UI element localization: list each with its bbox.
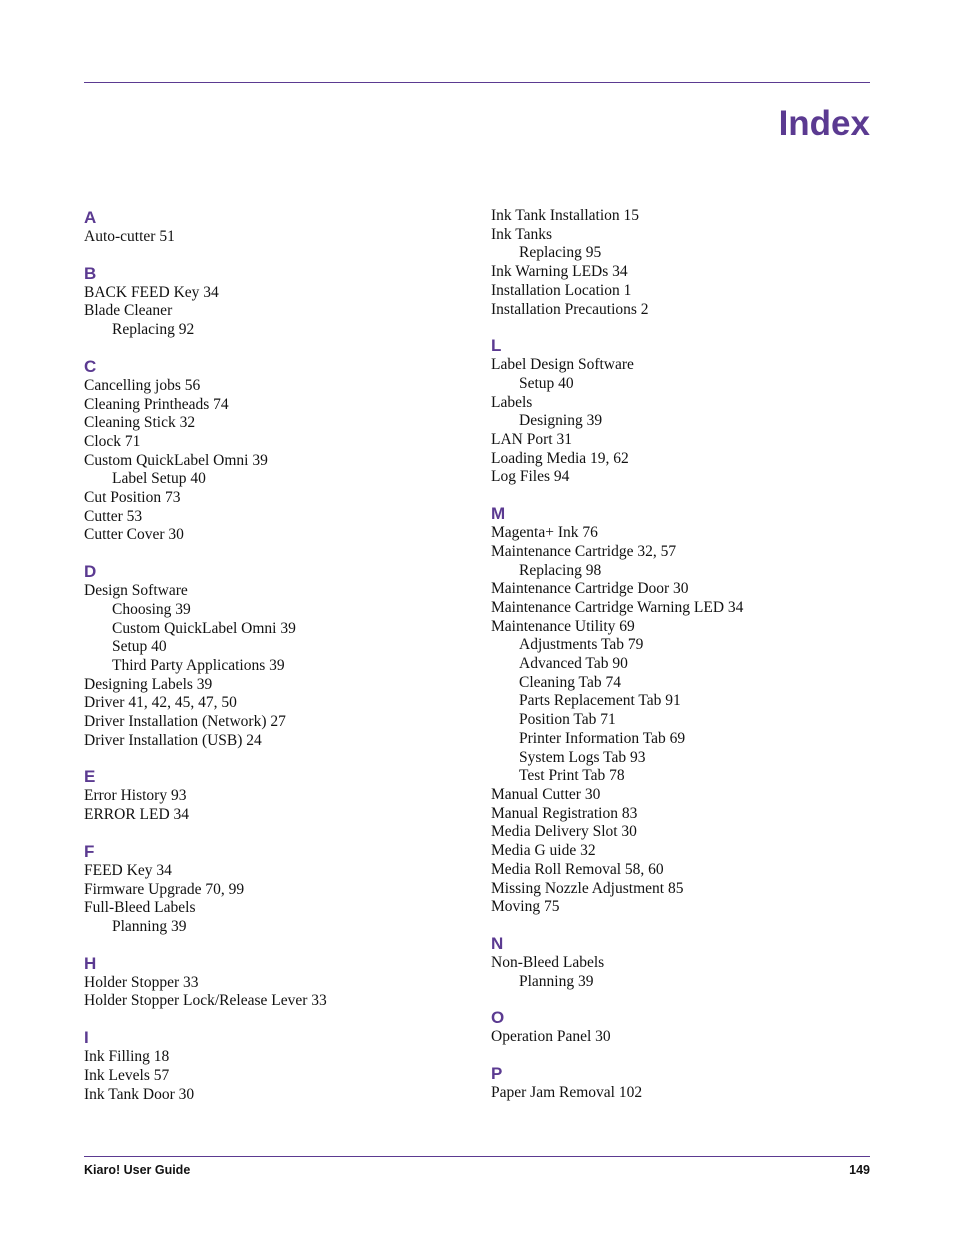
index-subentry: Replacing 98 (519, 561, 602, 579)
index-entry: Media Roll Removal 58, 60 (491, 860, 664, 878)
header-rule (84, 82, 870, 83)
index-subentry: Replacing 95 (519, 244, 602, 262)
index-entry: FEED Key 34 (84, 861, 172, 879)
footer-guide-title: Kiaro! User Guide (84, 1163, 191, 1177)
index-entry: BACK FEED Key 34 (84, 283, 219, 301)
index-section (84, 561, 474, 750)
index-entry: Cut Position 73 (84, 489, 181, 507)
index-entry: Non-Bleed Labels (491, 953, 605, 971)
index-section (84, 1027, 474, 1104)
index-entry: Manual Cutter 30 (491, 785, 601, 803)
index-section (491, 1007, 881, 1047)
index-entry: Cutter Cover 30 (84, 526, 184, 544)
index-entry: Ink Tank Installation 15 (491, 207, 640, 224)
index-subentry: Label Setup 40 (112, 470, 206, 488)
index-column-left (84, 207, 474, 1120)
index-entry: Ink Tanks (491, 225, 553, 243)
index-section (84, 841, 474, 937)
index-entry: Magenta+ Ink 76 (491, 524, 598, 542)
index-entry: Driver Installation (USB) 24 (84, 731, 262, 749)
index-entry: Ink Filling 18 (84, 1048, 170, 1066)
index-column-right (491, 207, 881, 1119)
index-letter-heading: H (84, 953, 97, 973)
index-entry: Moving 75 (491, 898, 560, 916)
index-entry: Holder Stopper 33 (84, 973, 199, 991)
index-entry: Ink Warning LEDs 34 (491, 263, 628, 281)
index-section (84, 207, 474, 247)
index-entry: Media Delivery Slot 30 (491, 823, 637, 841)
index-subentry: Planning 39 (519, 972, 594, 990)
index-entry: Operation Panel 30 (491, 1028, 611, 1046)
index-entry: Error History 93 (84, 787, 187, 805)
index-entry: Ink Levels 57 (84, 1066, 170, 1084)
index-section (84, 953, 474, 1011)
index-subentry: Designing 39 (519, 412, 603, 430)
index-entry: Installation Precautions 2 (491, 300, 649, 318)
index-entry: Labels (491, 393, 533, 411)
index-subentry: Planning 39 (112, 917, 187, 935)
index-letter-heading: M (491, 504, 506, 524)
index-entry: Full-Bleed Labels (84, 899, 196, 917)
index-entry: Log Files 94 (491, 468, 570, 486)
index-entry: Clock 71 (84, 432, 141, 450)
index-entry: Label Design Software (491, 356, 634, 374)
index-entry: Paper Jam Removal 102 (491, 1084, 643, 1102)
index-subentry: Choosing 39 (112, 600, 191, 618)
index-section (491, 1063, 881, 1103)
index-subentry: System Logs Tab 93 (519, 748, 646, 766)
index-entry: Design Software (84, 582, 188, 600)
index-letter-heading: N (491, 933, 504, 953)
index-subentry: Custom QuickLabel Omni 39 (112, 619, 296, 637)
index-section (84, 356, 474, 545)
index-subentry: Cleaning Tab 74 (519, 673, 621, 691)
index-subentry: Adjustments Tab 79 (519, 636, 644, 654)
index-entry: Maintenance Cartridge 32, 57 (491, 542, 677, 560)
index-subentry: Replacing 92 (112, 321, 195, 339)
index-entry: Designing Labels 39 (84, 675, 213, 693)
index-subentry: Setup 40 (519, 374, 574, 392)
index-entry: Maintenance Cartridge Door 30 (491, 580, 689, 598)
index-entry: Firmware Upgrade 70, 99 (84, 880, 245, 898)
index-entry: ERROR LED 34 (84, 806, 190, 824)
index-entry: Auto-cutter 51 (84, 228, 175, 245)
index-entry: Holder Stopper Lock/Release Lever 33 (84, 992, 327, 1010)
index-letter-heading: D (84, 562, 97, 582)
index-section (491, 503, 881, 917)
index-entry: Custom QuickLabel Omni 39 (84, 451, 268, 469)
index-entry: Installation Location 1 (491, 281, 632, 299)
index-section (491, 933, 881, 991)
index-subentry: Printer Information Tab 69 (519, 729, 686, 747)
index-subentry: Test Print Tab 78 (519, 767, 625, 785)
index-section (491, 207, 881, 319)
index-subentry: Setup 40 (112, 638, 167, 656)
index-entry: Missing Nozzle Adjustment 85 (491, 879, 684, 897)
index-letter-heading: B (84, 263, 97, 283)
index-letter-heading: F (84, 841, 95, 861)
index-letter-heading: A (84, 208, 97, 227)
index-letter-heading: I (84, 1028, 89, 1048)
index-letter-heading: E (84, 767, 96, 787)
index-subentry: Position Tab 71 (519, 711, 616, 729)
index-entry: Driver Installation (Network) 27 (84, 713, 286, 731)
page-title: Index (778, 104, 870, 143)
index-entry: Ink Tank Door 30 (84, 1085, 195, 1103)
index-subentry: Advanced Tab 90 (519, 655, 628, 673)
index-entry: LAN Port 31 (491, 431, 572, 449)
index-subentry: Third Party Applications 39 (112, 656, 285, 674)
footer-page-number: 149 (849, 1163, 870, 1177)
index-letter-heading: C (84, 356, 97, 376)
index-entry: Blade Cleaner (84, 302, 173, 320)
index-section (84, 766, 474, 824)
index-entry: Maintenance Utility 69 (491, 617, 635, 635)
index-entry: Cleaning Printheads 74 (84, 395, 229, 413)
index-letter-heading: P (491, 1064, 503, 1084)
index-section (491, 335, 881, 487)
index-subentry: Parts Replacement Tab 91 (519, 692, 681, 710)
index-entry: Maintenance Cartridge Warning LED 34 (491, 598, 744, 616)
index-letter-heading: O (491, 1008, 505, 1028)
index-entry: Manual Registration 83 (491, 804, 638, 822)
index-letter-heading: L (491, 336, 502, 356)
index-entry: Cleaning Stick 32 (84, 414, 196, 432)
footer-rule (84, 1156, 870, 1157)
index-section (84, 263, 474, 340)
index-entry: Driver 41, 42, 45, 47, 50 (84, 694, 237, 712)
index-entry: Cutter 53 (84, 507, 143, 525)
index-entry: Media G uide 32 (491, 842, 596, 860)
index-entry: Loading Media 19, 62 (491, 449, 629, 467)
index-entry: Cancelling jobs 56 (84, 376, 201, 394)
